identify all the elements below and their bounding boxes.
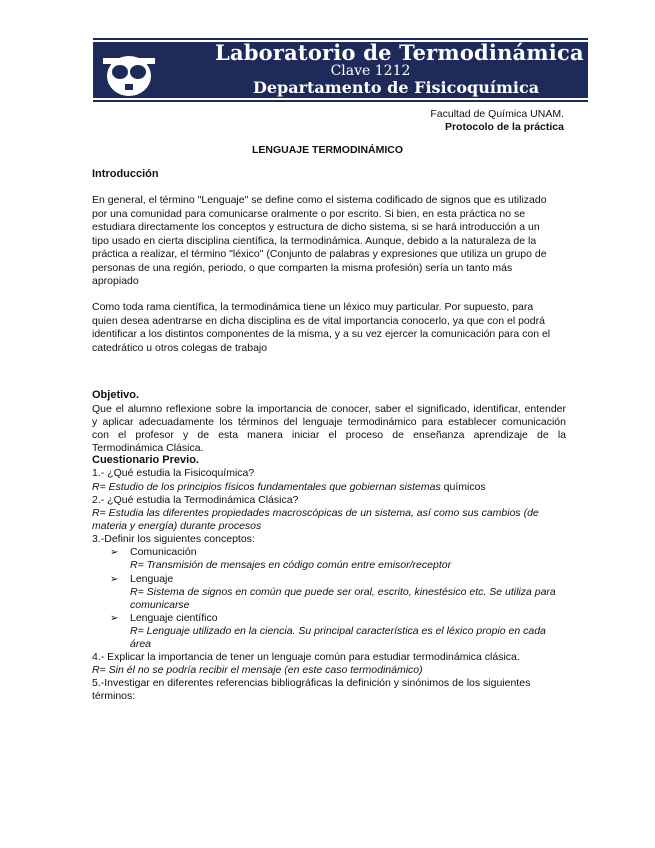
question-2: 2.- ¿Qué estudia la Termodinámica Clásica?	[92, 494, 299, 506]
objective-heading: Objetivo.	[92, 389, 140, 401]
intro-line: tipo usado en cierta disciplina científica, la termodinámica. Aunque, debido a la naturaleza de la	[92, 235, 537, 247]
concept-label: Lenguaje científico	[130, 612, 218, 624]
concept-answer: área	[130, 638, 152, 650]
answer-1	[92, 481, 486, 495]
question-5-line: 5.-Investigar en diferentes referencias bibliográficas la definición y sinónimos de los siguientes	[92, 677, 531, 689]
answer-1-italic: R= Estudio de los principios físicos fundamentales que gobiernan sistemas	[92, 481, 441, 493]
protocol-label: Protocolo de la práctica	[444, 121, 564, 133]
answer-2-line: R= Estudia las diferentes propiedades macroscópicas de un sistema, así como sus cambios (de	[92, 507, 539, 519]
course-code: Clave 1212	[330, 63, 411, 79]
intro-line: personas de una región, periodo, o que comparten la misma profesión) sería un tanto más	[92, 262, 513, 274]
objective-line: Que el alumno reflexione sobre la importancia de conocer, saber el significado, identificar, entender	[92, 403, 566, 415]
intro-line: apropiado	[92, 275, 139, 287]
intro-line: estudiara directamente los conceptos y estructura de dicho sistema, si se hará introducción a un	[92, 221, 540, 233]
question-4: 4.- Explicar la importancia de tener un lenguaje común para estudiar termodinámica clásica.	[92, 651, 520, 663]
concept-label: Comunicación	[130, 546, 197, 558]
bullet-arrow-icon: ➢	[110, 613, 119, 624]
concept-answer: R= Transmisión de mensajes en código común entre emisor/receptor	[130, 559, 452, 571]
question-5-line: términos:	[92, 690, 136, 702]
banner-stripe	[93, 98, 588, 100]
objective-line: Termodinámica Clásica.	[92, 442, 204, 454]
concept-answer: R= Sistema de signos en común que puede ser oral, escrito, kinestésico etc. Se utiliza para	[130, 586, 556, 598]
intro-line: quien desea adentrarse en dicha disciplina es de vital importancia conocerlo, ya que con el podrá	[92, 315, 545, 327]
intro-line: identificar a los distintos componentes de la misma, y a su vez ejercer la comunicación para con el	[92, 328, 551, 340]
concept-label: Lenguaje	[130, 573, 174, 585]
bullet-arrow-icon: ➢	[110, 547, 119, 558]
answer-1-tail: químicos	[440, 481, 486, 493]
intro-heading: Introducción	[92, 168, 159, 180]
concept-answer: comunicarse	[130, 599, 190, 611]
question-1: 1.- ¿Qué estudia la Fisicoquímica?	[92, 467, 255, 479]
department-name: Departamento de Fisicoquímica	[253, 78, 540, 97]
objective-line: con el profesor y de esta manera iniciar el proceso de enseñanza aprendizaje de la	[92, 429, 566, 441]
intro-line: Como toda rama científica, la termodinámica tiene un léxico muy particular. Por supuesto, para	[92, 301, 534, 313]
questionnaire-heading: Cuestionario Previo.	[92, 454, 199, 466]
objective-line: y aplicar adecuadamente los términos del lenguaje termodinámico para establecer comunicación	[92, 416, 566, 428]
intro-line: práctica a realizar, el término "léxico" (Conjunto de palabras y expresiones que utiliza un grupo de	[92, 248, 547, 260]
question-3: 3.-Definir los siguientes conceptos:	[92, 533, 255, 545]
header-banner	[93, 38, 588, 102]
bullet-arrow-icon: ➢	[110, 574, 119, 585]
document-title: LENGUAJE TERMODINÁMICO	[251, 144, 404, 156]
faculty-name: Facultad de Química UNAM.	[430, 108, 564, 120]
lab-title: Laboratorio de Termodinámica	[215, 40, 584, 65]
concept-answer: R= Lenguaje utilizado en la ciencia. Su principal característica es el léxico propio en cada	[130, 625, 546, 637]
answer-2-line: materia y energía) durante procesos	[92, 520, 262, 532]
intro-line: En general, el término "Lenguaje" se define como el sistema codificado de signos que es utilizado	[92, 194, 547, 206]
intro-line: catedrático u otros colegas de trabajo	[92, 342, 268, 354]
answer-4: R= Sin él no se podría recibir el mensaje (en este caso termodinámico)	[92, 664, 423, 676]
intro-line: por una comunidad para comunicarse oralmente o por escrito. Si bien, en esta práctica no se	[92, 208, 526, 220]
